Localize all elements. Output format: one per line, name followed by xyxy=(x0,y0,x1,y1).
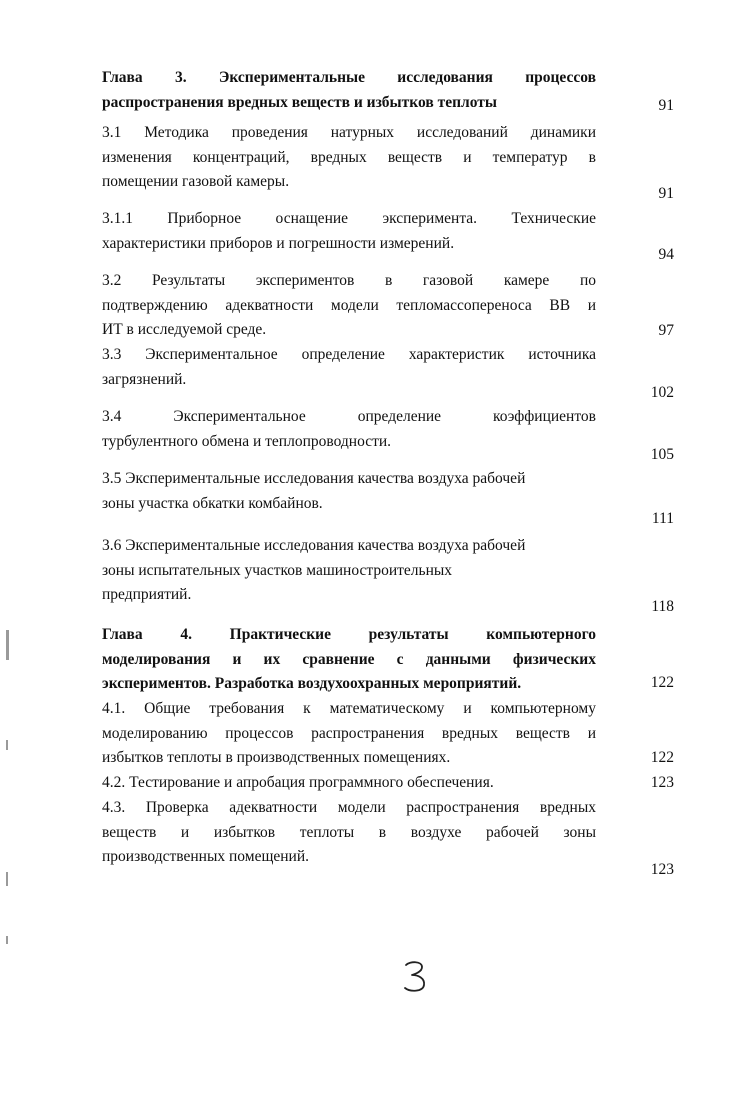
toc-entry-line: экспериментов. Разработка воздухоохранных мероприятий. xyxy=(102,675,522,692)
scan-artifact xyxy=(6,740,8,750)
toc-entry-3-6 xyxy=(102,534,596,608)
toc-entry-line: зоны испытательных участков машиностроительных xyxy=(102,561,453,579)
toc-entry-3-3 xyxy=(102,343,596,392)
toc-entry-line: распространения вредных веществ и избытков теплоты xyxy=(102,93,497,111)
toc-entry-line: изменения концентраций, вредных веществ и температур в xyxy=(102,148,596,166)
toc-entry-3-2 xyxy=(102,269,596,343)
toc-entry-line: 3.6 Экспериментальные исследования качества воздуха рабочей xyxy=(102,537,526,554)
toc-page-number: 123 xyxy=(650,774,674,791)
toc-entry-line: моделированию процессов распространения вредных веществ и xyxy=(102,724,596,742)
toc-entry-line: характеристики приборов и погрешности измерений. xyxy=(102,234,455,252)
toc-entry-4-3 xyxy=(102,796,596,870)
toc-entry-line: 3.1.1 Приборное оснащение эксперимента. Технические xyxy=(102,210,596,227)
toc-entry-line: 3.4 Экспериментальное определение коэффициентов xyxy=(102,408,596,425)
toc-page-number: 118 xyxy=(651,598,674,615)
toc-entry-line: 3.5 Экспериментальные исследования качества воздуха рабочей xyxy=(102,470,526,487)
scan-artifact xyxy=(6,936,8,944)
toc-entry-line: помещении газовой камеры. xyxy=(102,173,290,190)
toc-entry-line: 4.1. Общие требования к математическому и компьютерному xyxy=(102,700,596,717)
toc-entry-chapter-3 xyxy=(102,66,596,115)
toc-entry-line: турбулентного обмена и теплопроводности. xyxy=(102,432,392,450)
toc-entry-line: производственных помещений. xyxy=(102,848,310,865)
toc-page-number: 111 xyxy=(651,510,674,527)
toc-entry-line: избытков теплоты в производственных помещениях. xyxy=(102,749,451,766)
toc-page-number: 122 xyxy=(650,674,674,691)
toc-entry-line: ИТ в исследуемой среде. xyxy=(102,321,267,338)
toc-entry-line: 4.2. Тестирование и апробация программного обеспечения. xyxy=(102,774,494,791)
toc-page-number: 102 xyxy=(650,384,674,401)
toc-entry-line: 3.1 Методика проведения натурных исследований динамики xyxy=(102,124,596,141)
toc-entry-3-4 xyxy=(102,405,596,454)
scan-artifact xyxy=(6,630,9,660)
toc-entry-line: 4.3. Проверка адекватности модели распространения вредных xyxy=(102,799,596,816)
toc-entry-line: веществ и избытков теплоты в воздухе рабочей зоны xyxy=(102,823,596,841)
toc-entry-line: подтверждению адекватности модели тепломассопереноса ВВ и xyxy=(102,296,596,314)
toc-entry-line: загрязнений. xyxy=(102,370,187,388)
toc-entry-3-5 xyxy=(102,467,596,516)
toc-entry-line: моделирования и их сравнение с данными физических xyxy=(102,650,596,668)
toc-entry-chapter-4 xyxy=(102,623,596,697)
toc-entry-line: 3.3 Экспериментальное определение характеристик источника xyxy=(102,346,596,363)
toc-entry-4-1 xyxy=(102,697,596,771)
toc-page-number: 94 xyxy=(658,246,674,263)
toc-entry-line: Глава 3. Экспериментальные исследования процессов xyxy=(102,69,596,86)
toc-entry-3-1-1 xyxy=(102,207,596,256)
toc-entry-3-1 xyxy=(102,121,596,195)
toc-page-number: 105 xyxy=(650,446,674,463)
toc-entry-line: предприятий. xyxy=(102,586,192,603)
toc-page-number: 122 xyxy=(650,749,674,766)
scan-artifact xyxy=(6,872,8,886)
toc-entry-line: 3.2 Результаты экспериментов в газовой камере по xyxy=(102,272,596,289)
toc-page-number: 123 xyxy=(650,861,674,878)
toc-entry-line: Глава 4. Практические результаты компьютерного xyxy=(102,626,596,643)
toc-page-number: 97 xyxy=(658,322,674,339)
toc-entry-line: зоны участка обкатки комбайнов. xyxy=(102,494,323,512)
handwritten-page-number xyxy=(400,958,430,994)
toc-page-number: 91 xyxy=(658,185,674,202)
toc-page-number: 91 xyxy=(658,97,674,114)
toc-entry-4-2 xyxy=(102,771,596,796)
